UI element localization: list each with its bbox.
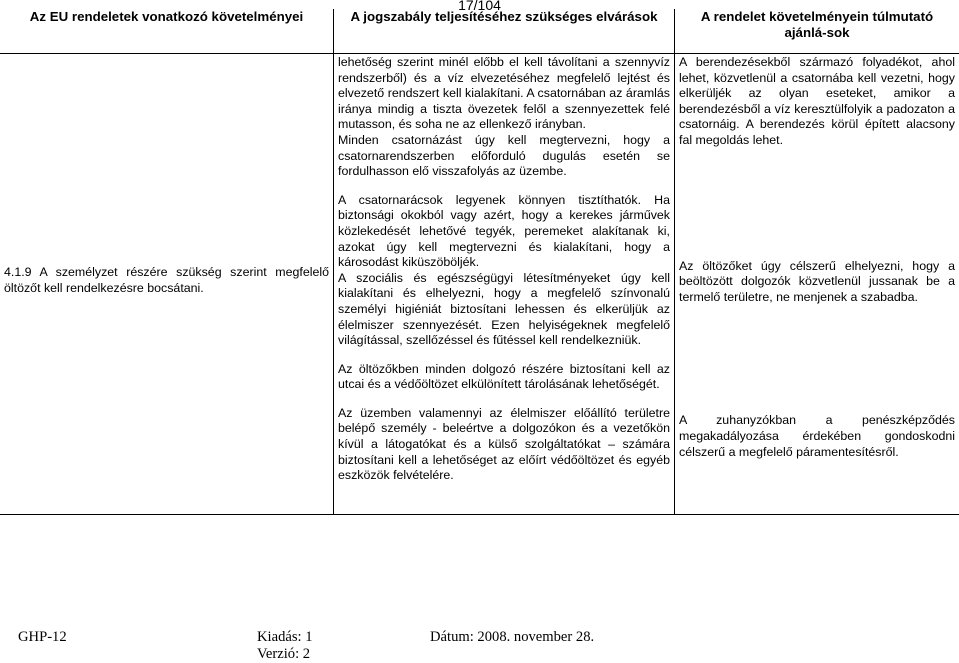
backflow-paragraph: Minden csatornázást úgy kell megtervezni, hogy a csatornarendszerben előforduló dugulás esetén se fordulhasson elő visszafolyás az üzembe. bbox=[338, 132, 670, 179]
header-recommendations: A rendelet követelményein túlmutató ajánlá-sok bbox=[675, 9, 959, 54]
header-eu-requirements: Az EU rendeletek vonatkozó követelményei bbox=[0, 9, 334, 54]
requirements-table bbox=[0, 9, 959, 515]
eu-requirement-cell bbox=[0, 54, 334, 515]
footer-code: GHP-12 bbox=[18, 629, 67, 645]
page-number: 17/104 bbox=[458, 0, 501, 13]
expectations-cell bbox=[334, 54, 675, 515]
table-row bbox=[0, 54, 959, 515]
social-facilities-paragraph: A szociális és egészségügyi létesítményeket úgy kell kialakítani és elhelyezni, hogy a megfelelő színvonalú személyi higiéniát biztosítani lehessen és elkerüljük az élelmiszer szennyezését. Ezen helyiségeknek megfelelő világítással, szellőzéssel és fűtéssel kell rendelkezniük. bbox=[338, 270, 670, 348]
footer-edition: Kiadás: 1 bbox=[257, 629, 313, 645]
table-header-row bbox=[0, 9, 959, 54]
grates-paragraph: A csatornarácsok legyenek könnyen tisztíthatók. Ha biztonsági okokból vagy azért, hogy a kerekes járművek közlekedését lehetővé tegyék, peremeket alakítanak ki, azokat úgy kell megtervezni és kialakítani, hogy a károsodást kiküszöböljék. bbox=[338, 192, 670, 270]
header-expectations: A jogszabály teljesítéséhez szükséges elvárások bbox=[334, 9, 675, 54]
shower-recommendation: A zuhanyzókban a penészképződés megakadályozása érdekében gondoskodni célszerű a megfelelő páramentesítésről. bbox=[679, 413, 955, 459]
eu-requirement-4-1-9: 4.1.9 A személyzet részére szükség szerint megfelelő öltözőt kell rendelkezésre bocsátani. bbox=[4, 265, 329, 295]
footer-version: Verzió: 2 bbox=[257, 646, 311, 662]
locker-room-recommendation: Az öltözőket úgy célszerű elhelyezni, hogy a beöltözött dolgozók közvetlenül jussanak be a termelő területre, ne menjenek a szabadba. bbox=[679, 258, 955, 304]
drainage-paragraph: lehetőség szerint minél előbb el kell távolítani a szennyvíz rendszerből) és a víz elvezetéséhez megfelelő lejtést és elvezető rendszert kell kialakítani. A csatornában az áramlás iránya mindig a tiszta övezetek felől a szennyezettek felé mutasson, és soha ne az ellenkező irányban. bbox=[338, 55, 670, 132]
locker-room-paragraph: Az öltözőkben minden dolgozó részére biztosítani kell az utcai és a védőöltözet elkülönített tárolásának lehetőségét. bbox=[338, 361, 670, 392]
equipment-drain-recommendation: A berendezésekből származó folyadékot, ahol lehet, közvetlenül a csatornába kell vezetni, hogy elkerüljék az olyan eseteket, amikor a berendezésből a víz keresztülfolyik a padozaton a csatornáig. A berendezés körül épített alacsony fal megoldás lehet. bbox=[679, 55, 955, 147]
footer-date: Dátum: 2008. november 28. bbox=[430, 629, 595, 645]
protective-clothing-paragraph: Az üzemben valamennyi az élelmiszer előállító területre belépő személy - beleértve a dolgozókon és a vezetőkön kívül a látogatókat és a külső szolgáltatókat – számára biztosítani kell a lehetőséget az előírt védőöltözet és egyéb eszközök felvételére. bbox=[338, 405, 670, 483]
recommendations-cell bbox=[675, 54, 959, 515]
